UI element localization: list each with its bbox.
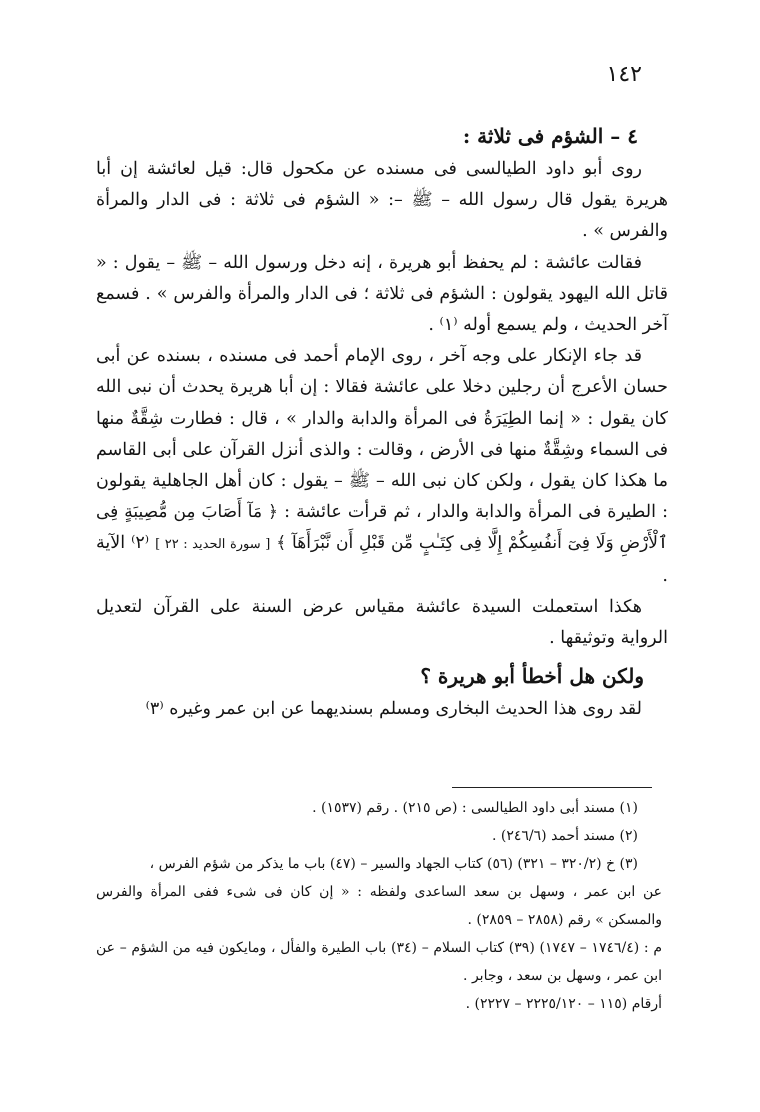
paragraph-5: لقد روى هذا الحديث البخارى ومسلم بسنديهما عن ابن عمر وغيره ⁽٣⁾ <box>145 699 642 720</box>
footnote-3-line-3: م : (١٧٤٦/٤ – ١٧٤٧) (٣٩) كتاب السلام – (٣٤) باب الطيرة والفأل ، ومايكون فيه من الشؤم – عن ابن عمر ، وسهل بن سعد ، وجابر . <box>96 940 662 984</box>
sub-heading: ولكن هل أخطأ أبو هريرة ؟ <box>420 664 644 689</box>
footnotes <box>96 794 662 1018</box>
footnote-3-line-2: عن ابن عمر ، وسهل بن سعد الساعدى ولفظه : « إن كان فى شىء ففى المرأة والفرس والمسكن » رقم (٢٨٥٨ – ٢٨٥٩) . <box>96 884 662 928</box>
quran-reference: [ سورة الحديد : ٢٢ ] <box>155 537 271 553</box>
page-number: ١٤٢ <box>606 62 642 87</box>
paragraph-2: فقالت عائشة : لم يحفظ أبو هريرة ، إنه دخل ورسول الله – ﷺ – يقول : « قاتل الله اليهود يقولون : الشؤم فى ثلاثة ؛ فى الدار والمرأة والفرس » . فسمع آخر الحديث ، ولم يسمع أوله ⁽١⁾ . <box>96 252 668 336</box>
paragraph-3-text: قد جاء الإنكار على وجه آخر ، روى الإمام أحمد فى مسنده ، بسنده عن أبى حسان الأعرج أن رجلين دخلا على عائشة فقالا : إن أبا هريرة يحدث أن نبى الله كان يقول : « إنما الطِيَرَةُ فى المرأة والدابة والدار » ، قال : فطارت شِقَّةٌ منها فى السماء وشِقَّةٌ منها فى الأرض ، وقالت : والذى أنزل القرآن على أبى القاسم ما هكذا كان يقول ، ولكن كان نبى الله – ﷺ – يقول : كان أهل الجاهلية يقولون : الطيرة فى المرأة والدابة والدار ، ثم قرأت عائشة : <box>96 346 668 523</box>
main-text <box>96 118 668 725</box>
footnote-divider <box>452 787 652 788</box>
paragraph-1: روى أبو داود الطيالسى فى مسنده عن مكحول قال: قيل لعائشة إن أبا هريرة يقول قال رسول الله – ﷺ –: « الشؤم فى ثلاثة : فى الدار والمرأة والفرس » . <box>96 159 668 242</box>
footnote-3-line-4: أرقام (١١٥ – ٢٢٢٥/١٢٠ – ٢٢٢٧) . <box>465 996 662 1012</box>
quran-verse: ﴿ مَآ أَصَابَ مِن مُّصِيبَةٍ فِى ٱلْأَرْضِ وَلَا فِىٓ أَنفُسِكُمْ إِلَّا فِى كِتَـٰبٍ مِّن قَبْلِ أَن نَّبْرَأَهَآ ﴾ <box>96 502 668 554</box>
footnote-2: (٢) مسند أحمد (٢٤٦/٦) . <box>492 828 638 844</box>
paragraph-3-end: ⁽٢⁾ الآية . <box>96 533 668 586</box>
paragraph-4: هكذا استعملت السيدة عائشة مقياس عرض السنة على القرآن لتعديل الرواية وتوثيقها . <box>96 596 668 649</box>
paragraph-3 <box>96 341 668 592</box>
footnote-3-line-1: (٣) خ (٣٢٠/٢ – ٣٢١) (٥٦) كتاب الجهاد والسير – (٤٧) باب ما يذكر من شؤم الفرس ، <box>149 856 638 872</box>
footnote-1: (١) مسند أبى داود الطيالسى : (ص ٢١٥) . رقم (١٥٣٧) . <box>312 800 638 816</box>
section-heading: ٤ – الشؤم فى ثلاثة : <box>462 124 638 148</box>
